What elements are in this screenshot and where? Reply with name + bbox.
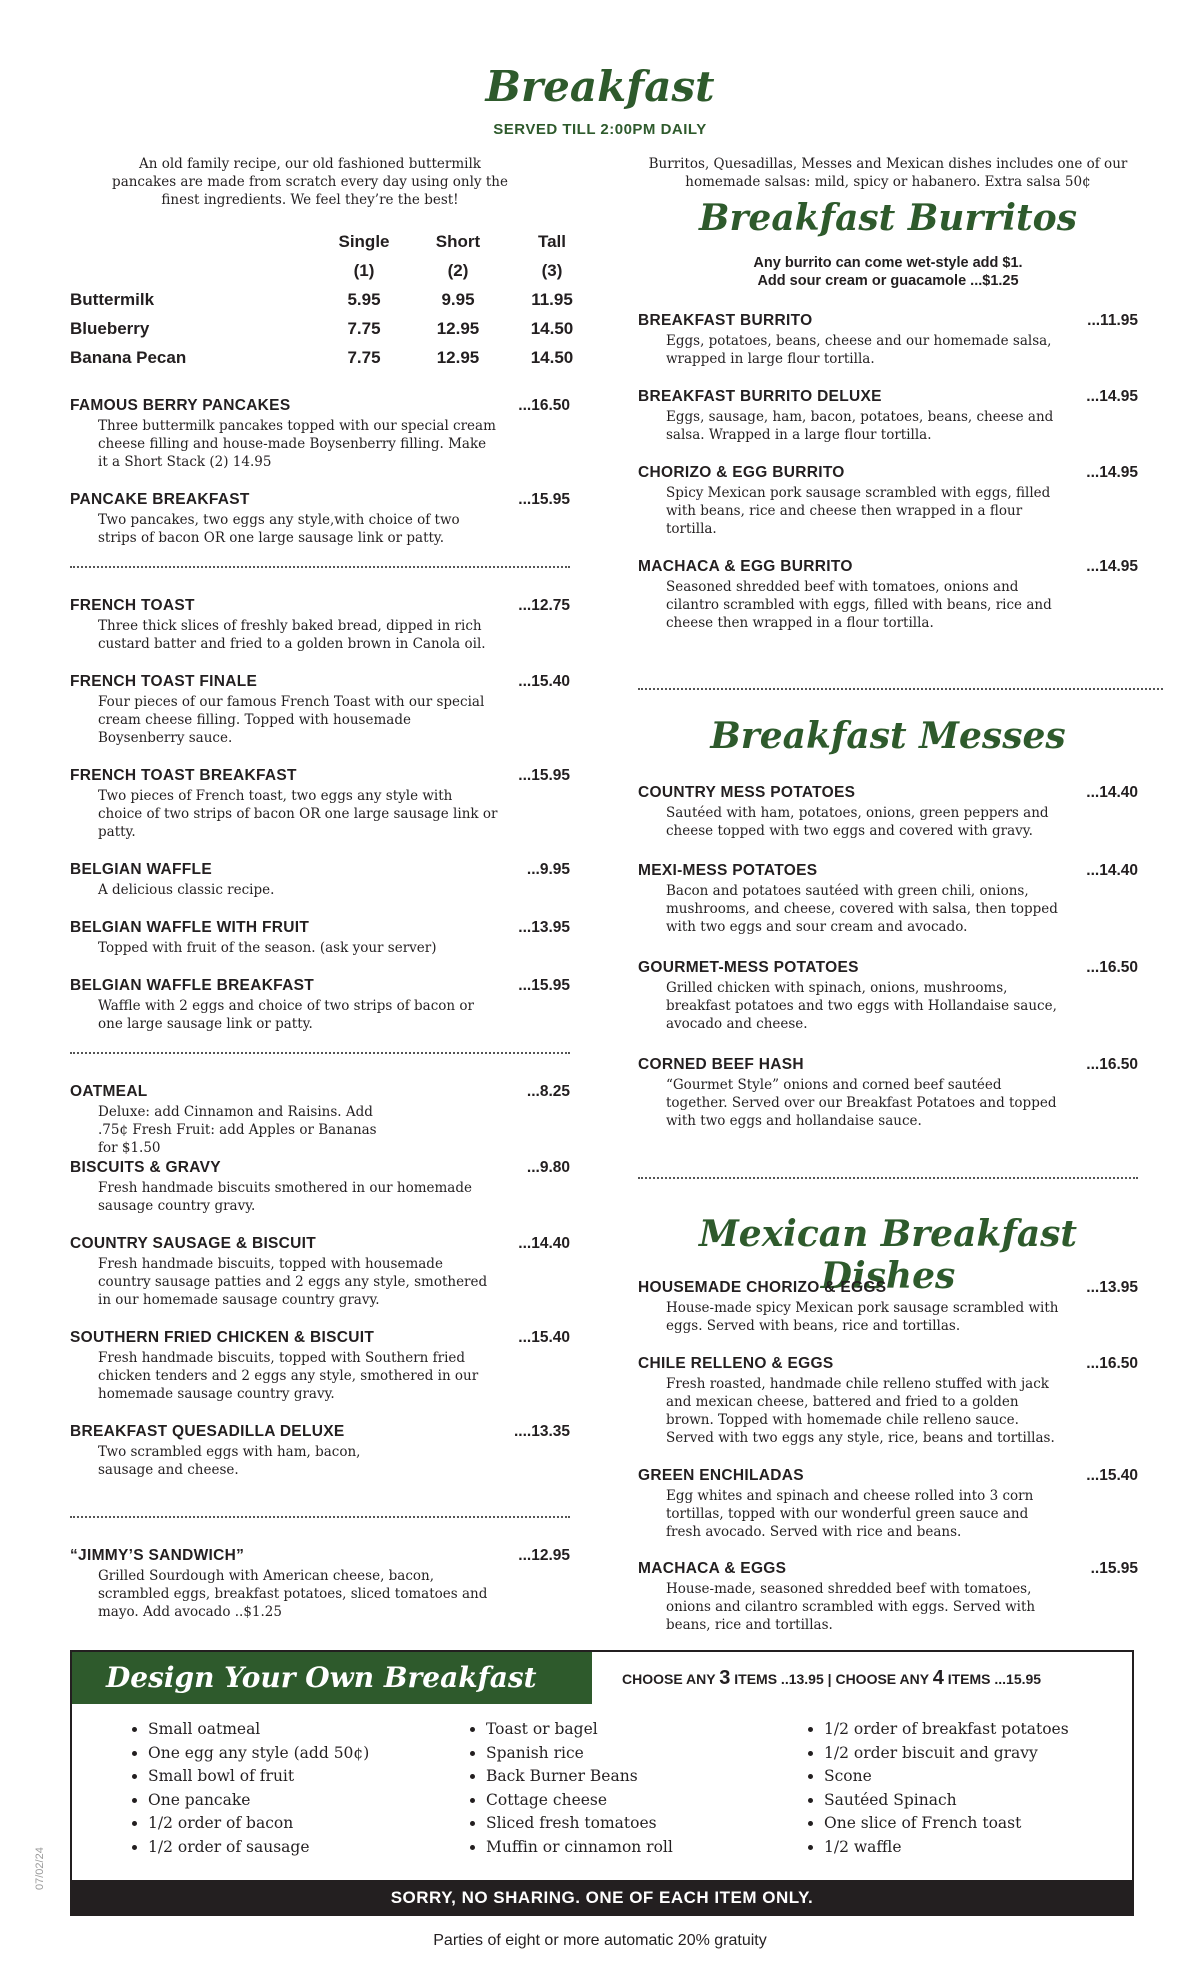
mexican-title: Mexican Breakfast Dishes <box>698 1213 1078 1297</box>
item-name: FRENCH TOAST <box>70 597 195 614</box>
price-cell: 11.95 <box>531 290 573 309</box>
item-name: PANCAKE BREAKFAST <box>70 491 250 508</box>
item-name: COUNTRY SAUSAGE & BISCUIT <box>70 1235 317 1252</box>
list-item: • Small bowl of fruit <box>148 1765 369 1789</box>
choose4-prefix: CHOOSE ANY <box>835 1671 929 1687</box>
list-item: • Back Burner Beans <box>486 1765 673 1789</box>
price-cell: 5.95 <box>347 290 381 309</box>
list-item: • Cottage cheese <box>486 1789 673 1813</box>
price-cell: 7.75 <box>347 348 381 367</box>
gratuity-note: Parties of eight or more automatic 20% gratuity <box>433 1932 767 1949</box>
item-name: CORNED BEEF HASH <box>638 1056 804 1073</box>
item-price: ...14.95 <box>1086 388 1138 405</box>
left-column <box>70 155 574 1635</box>
burrito-note-2: Add sour cream or guacamole ...$1.25 <box>757 273 1019 289</box>
item-name: GREEN ENCHILADAS <box>638 1467 804 1484</box>
menu-item <box>70 1235 570 1309</box>
menu-item <box>638 388 1138 444</box>
choose3-prefix: CHOOSE ANY <box>622 1671 716 1687</box>
menu-item <box>638 1056 1138 1130</box>
item-desc: Two scrambled eggs with ham, bacon, sausage and cheese. <box>98 1444 361 1478</box>
menu-item <box>70 1547 570 1621</box>
item-price: ...14.95 <box>1086 464 1138 481</box>
item-price: ...14.40 <box>1086 862 1138 879</box>
item-desc: Three thick slices of freshly baked bread, dipped in rich custard batter and fried to a golden brown in Canola oil. <box>98 618 486 652</box>
menu-item <box>70 767 570 841</box>
item-price: ...15.40 <box>518 1329 570 1346</box>
item-name: BELGIAN WAFFLE <box>70 861 212 878</box>
item-name: BELGIAN WAFFLE WITH FRUIT <box>70 919 310 936</box>
price-cell: 9.95 <box>441 290 475 309</box>
option-column-1 <box>124 1718 369 1859</box>
item-desc: Topped with fruit of the season. (ask your server) <box>98 940 437 956</box>
list-item: • Sautéed Spinach <box>824 1789 1069 1813</box>
price-cell: 12.95 <box>436 348 480 367</box>
item-desc: Grilled Sourdough with American cheese, bacon, scrambled eggs, breakfast potatoes, sliced tomatoes and mayo. Add avocado ..$1.25 <box>98 1568 488 1620</box>
choose4-number: 4 <box>932 1667 944 1689</box>
print-date: 07/02/24 <box>34 1847 46 1890</box>
item-price: ...12.75 <box>518 597 570 614</box>
item-price: ...14.40 <box>1086 784 1138 801</box>
price-cell: 14.50 <box>530 348 574 367</box>
choose-pricing <box>622 1652 1041 1704</box>
table-row <box>70 319 574 339</box>
option-column-3 <box>800 1718 1069 1859</box>
list-item: • 1/2 order of bacon <box>148 1812 369 1836</box>
choose4-suffix: ITEMS ...15.95 <box>947 1671 1042 1687</box>
list-item: • Toast or bagel <box>486 1718 673 1742</box>
list-item: • Sliced fresh tomatoes <box>486 1812 673 1836</box>
item-name: “JIMMY’S SANDWICH” <box>70 1547 245 1564</box>
item-price: ...16.50 <box>518 397 570 414</box>
col-header-tall: Tall <box>537 232 567 251</box>
item-desc: Sautéed with ham, potatoes, onions, green peppers and cheese topped with two eggs and covered with gravy. <box>666 805 1049 839</box>
choose3-suffix: ITEMS ..13.95 | <box>734 1671 832 1687</box>
list-item: • One slice of French toast <box>824 1812 1069 1836</box>
item-price: ...14.95 <box>1086 558 1138 575</box>
row-name: Banana Pecan <box>70 348 187 367</box>
item-desc: Fresh handmade biscuits, topped with housemade country sausage patties and 2 eggs any style, smothered in our homemade sausage country gravy. <box>98 1256 488 1308</box>
item-price: ...9.95 <box>526 861 570 878</box>
section-divider <box>638 1177 1138 1179</box>
item-desc: Three buttermilk pancakes topped with our special cream cheese filling and house-made Boysenberry filling. Make it a Short Stack (2) 14.95 <box>98 418 496 470</box>
section-divider <box>638 688 1163 690</box>
item-name: OATMEAL <box>70 1083 148 1100</box>
item-desc: House-made spicy Mexican pork sausage scrambled with eggs. Served with beans, rice and tortillas. <box>666 1300 1059 1334</box>
design-your-own-box <box>70 1650 1134 1915</box>
item-price: ...8.25 <box>526 1083 570 1100</box>
messes-title: Breakfast Messes <box>710 715 1066 757</box>
item-desc: Deluxe: add Cinnamon and Raisins. Add .75¢ Fresh Fruit: add Apples or Bananas for $1.50 <box>98 1104 377 1156</box>
menu-item <box>70 1329 570 1403</box>
item-name: MEXI-MESS POTATOES <box>638 862 818 879</box>
item-desc: Fresh roasted, handmade chile relleno stuffed with jack and mexican cheese, battered and fried to a golden brown. Topped with homemade chile relleno sauce. Served with two eggs any style, rice, beans and tortillas. <box>666 1376 1055 1446</box>
salsa-intro: Burritos, Quesadillas, Messes and Mexican dishes includes one of our homemade salsas: mild, spicy or habanero. Extra salsa 50¢ <box>648 156 1128 190</box>
item-price: ...13.95 <box>518 919 570 936</box>
item-price: ...13.95 <box>1086 1279 1138 1296</box>
item-price: ...15.95 <box>518 491 570 508</box>
item-name: BREAKFAST BURRITO <box>638 312 813 329</box>
list-item: • Spanish rice <box>486 1742 673 1766</box>
item-price: ...16.50 <box>1086 1355 1138 1372</box>
item-name: BREAKFAST BURRITO DELUXE <box>638 388 882 405</box>
menu-item <box>638 1279 1138 1335</box>
item-name: CHILE RELLENO & EGGS <box>638 1355 834 1372</box>
list-item: • Small oatmeal <box>148 1718 369 1742</box>
price-cell: 14.50 <box>530 319 574 338</box>
burrito-note-1: Any burrito can come wet-style add $1. <box>753 255 1023 271</box>
page-subtitle: SERVED TILL 2:00PM DAILY <box>493 121 707 138</box>
item-name: CHORIZO & EGG BURRITO <box>638 464 845 481</box>
price-cell: 7.75 <box>347 319 381 338</box>
item-desc: Eggs, sausage, ham, bacon, potatoes, beans, cheese and salsa. Wrapped in a large flour tortilla. <box>666 409 1054 443</box>
item-name: BISCUITS & GRAVY <box>70 1159 221 1176</box>
item-name: HOUSEMADE CHORIZO & EGGS <box>638 1279 887 1296</box>
item-desc: House-made, seasoned shredded beef with tomatoes, onions and cilantro scrambled with eggs. Served with beans, rice and tortillas. <box>666 1581 1036 1633</box>
option-column-2 <box>462 1718 673 1859</box>
menu-item <box>638 1355 1138 1447</box>
item-name: MACHACA & EGG BURRITO <box>638 558 853 575</box>
item-name: FAMOUS BERRY PANCAKES <box>70 397 291 414</box>
list-item: • One egg any style (add 50¢) <box>148 1742 369 1766</box>
item-price: ...15.40 <box>1086 1467 1138 1484</box>
list-item: • 1/2 order of sausage <box>148 1836 369 1860</box>
col-count-single: (1) <box>353 261 375 280</box>
row-name: Buttermilk <box>70 290 155 309</box>
item-name: FRENCH TOAST BREAKFAST <box>70 767 297 784</box>
menu-item <box>638 464 1138 538</box>
menu-item <box>70 1159 570 1215</box>
right-column <box>638 155 1138 1635</box>
burritos-title: Breakfast Burritos <box>699 197 1077 239</box>
menu-item <box>638 1467 1138 1541</box>
item-price: ..15.95 <box>1090 1560 1138 1577</box>
item-desc: Waffle with 2 eggs and choice of two strips of bacon or one large sausage link or patty. <box>98 998 474 1032</box>
menu-item <box>70 919 570 957</box>
col-header-single: Single <box>338 232 390 251</box>
list-item: • Muffin or cinnamon roll <box>486 1836 673 1860</box>
item-price: ...11.95 <box>1087 312 1138 329</box>
menu-item <box>70 861 570 899</box>
item-desc: Bacon and potatoes sautéed with green chili, onions, mushrooms, and cheese, covered with salsa, then topped with two eggs and sour cream and avocado. <box>666 883 1058 935</box>
table-row <box>70 290 573 310</box>
item-name: GOURMET-MESS POTATOES <box>638 959 859 976</box>
item-desc: Four pieces of our famous French Toast with our special cream cheese filling. Topped with housemade Boysenberry sauce. <box>98 694 485 746</box>
item-price: ...14.40 <box>518 1235 570 1252</box>
menu-item <box>638 862 1138 936</box>
item-desc: Egg whites and spinach and cheese rolled into 3 corn tortillas, topped with our wonderful green sauce and fresh avocado. Served with rice and beans. <box>666 1488 1034 1540</box>
item-price: ...16.50 <box>1086 959 1138 976</box>
item-desc: Eggs, potatoes, beans, cheese and our homemade salsa, wrapped in large flour tortilla. <box>666 333 1052 367</box>
item-desc: A delicious classic recipe. <box>98 882 275 898</box>
item-name: BREAKFAST QUESADILLA DELUXE <box>70 1423 345 1440</box>
menu-item <box>638 784 1138 840</box>
list-item: • 1/2 order of breakfast potatoes <box>824 1718 1069 1742</box>
col-count-tall: (3) <box>541 261 563 280</box>
list-item: • Scone <box>824 1765 1069 1789</box>
menu-item <box>70 397 570 471</box>
item-desc: Two pieces of French toast, two eggs any style with choice of two strips of bacon OR one large sausage link or patty. <box>98 788 498 840</box>
section-divider <box>70 566 570 568</box>
section-divider <box>70 1516 570 1518</box>
item-desc: Grilled chicken with spinach, onions, mushrooms, breakfast potatoes and two eggs with Hollandaise sauce, avocado and cheese. <box>666 980 1057 1032</box>
table-row <box>70 348 574 368</box>
design-your-own-title: Design Your Own Breakfast <box>72 1652 592 1704</box>
col-count-short: (2) <box>447 261 469 280</box>
item-desc: Fresh handmade biscuits smothered in our homemade sausage country gravy. <box>98 1180 472 1214</box>
menu-item <box>70 977 570 1033</box>
row-name: Blueberry <box>70 319 150 338</box>
list-item: • One pancake <box>148 1789 369 1813</box>
list-item: • 1/2 order biscuit and gravy <box>824 1742 1069 1766</box>
section-divider <box>70 1052 570 1054</box>
item-price: ...15.40 <box>518 673 570 690</box>
menu-item <box>638 558 1138 632</box>
list-item: • 1/2 waffle <box>824 1836 1069 1860</box>
item-price: ....13.35 <box>513 1423 570 1440</box>
page-title: Breakfast <box>485 62 715 111</box>
menu-item <box>70 597 570 653</box>
item-price: ...12.95 <box>518 1547 570 1564</box>
menu-item <box>638 1560 1138 1634</box>
item-price: ...9.80 <box>526 1159 570 1176</box>
item-price: ...16.50 <box>1086 1056 1138 1073</box>
item-desc: Spicy Mexican pork sausage scrambled with eggs, filled with beans, rice and cheese then wrapped in a flour tortilla. <box>666 485 1051 537</box>
menu-item <box>70 673 570 747</box>
item-name: FRENCH TOAST FINALE <box>70 673 258 690</box>
menu-item <box>70 1423 570 1479</box>
col-header-short: Short <box>435 232 481 251</box>
item-name: BELGIAN WAFFLE BREAKFAST <box>70 977 314 994</box>
no-sharing-banner: SORRY, NO SHARING. ONE OF EACH ITEM ONLY. <box>70 1880 1134 1916</box>
menu-item <box>638 959 1138 1033</box>
item-desc: “Gourmet Style” onions and corned beef sautéed together. Served over our Breakfast Potatoes and topped with two eggs and hollandaise sauce. <box>666 1077 1057 1129</box>
price-cell: 12.95 <box>436 319 480 338</box>
pancake-intro: An old family recipe, our old fashioned buttermilk pancakes are made from scratch every day using only the finest ingredients. We feel they’re the best! <box>112 156 508 208</box>
menu-item <box>70 1083 570 1157</box>
menu-item <box>70 491 570 547</box>
item-name: SOUTHERN FRIED CHICKEN & BISCUIT <box>70 1329 375 1346</box>
item-price: ...15.95 <box>518 767 570 784</box>
item-price: ...15.95 <box>518 977 570 994</box>
item-name: COUNTRY MESS POTATOES <box>638 784 856 801</box>
item-name: MACHACA & EGGS <box>638 1560 787 1577</box>
menu-item <box>638 312 1138 368</box>
choose3-number: 3 <box>719 1667 731 1689</box>
item-desc: Seasoned shredded beef with tomatoes, onions and cilantro scrambled with eggs, filled with beans, rice and cheese then wrapped in a flour tortilla. <box>666 579 1052 631</box>
item-desc: Fresh handmade biscuits, topped with Southern fried chicken tenders and 2 eggs any style, smothered in our homemade sausage country gravy. <box>98 1350 479 1402</box>
item-desc: Two pancakes, two eggs any style,with choice of two strips of bacon OR one large sausage link or patty. <box>98 512 460 546</box>
